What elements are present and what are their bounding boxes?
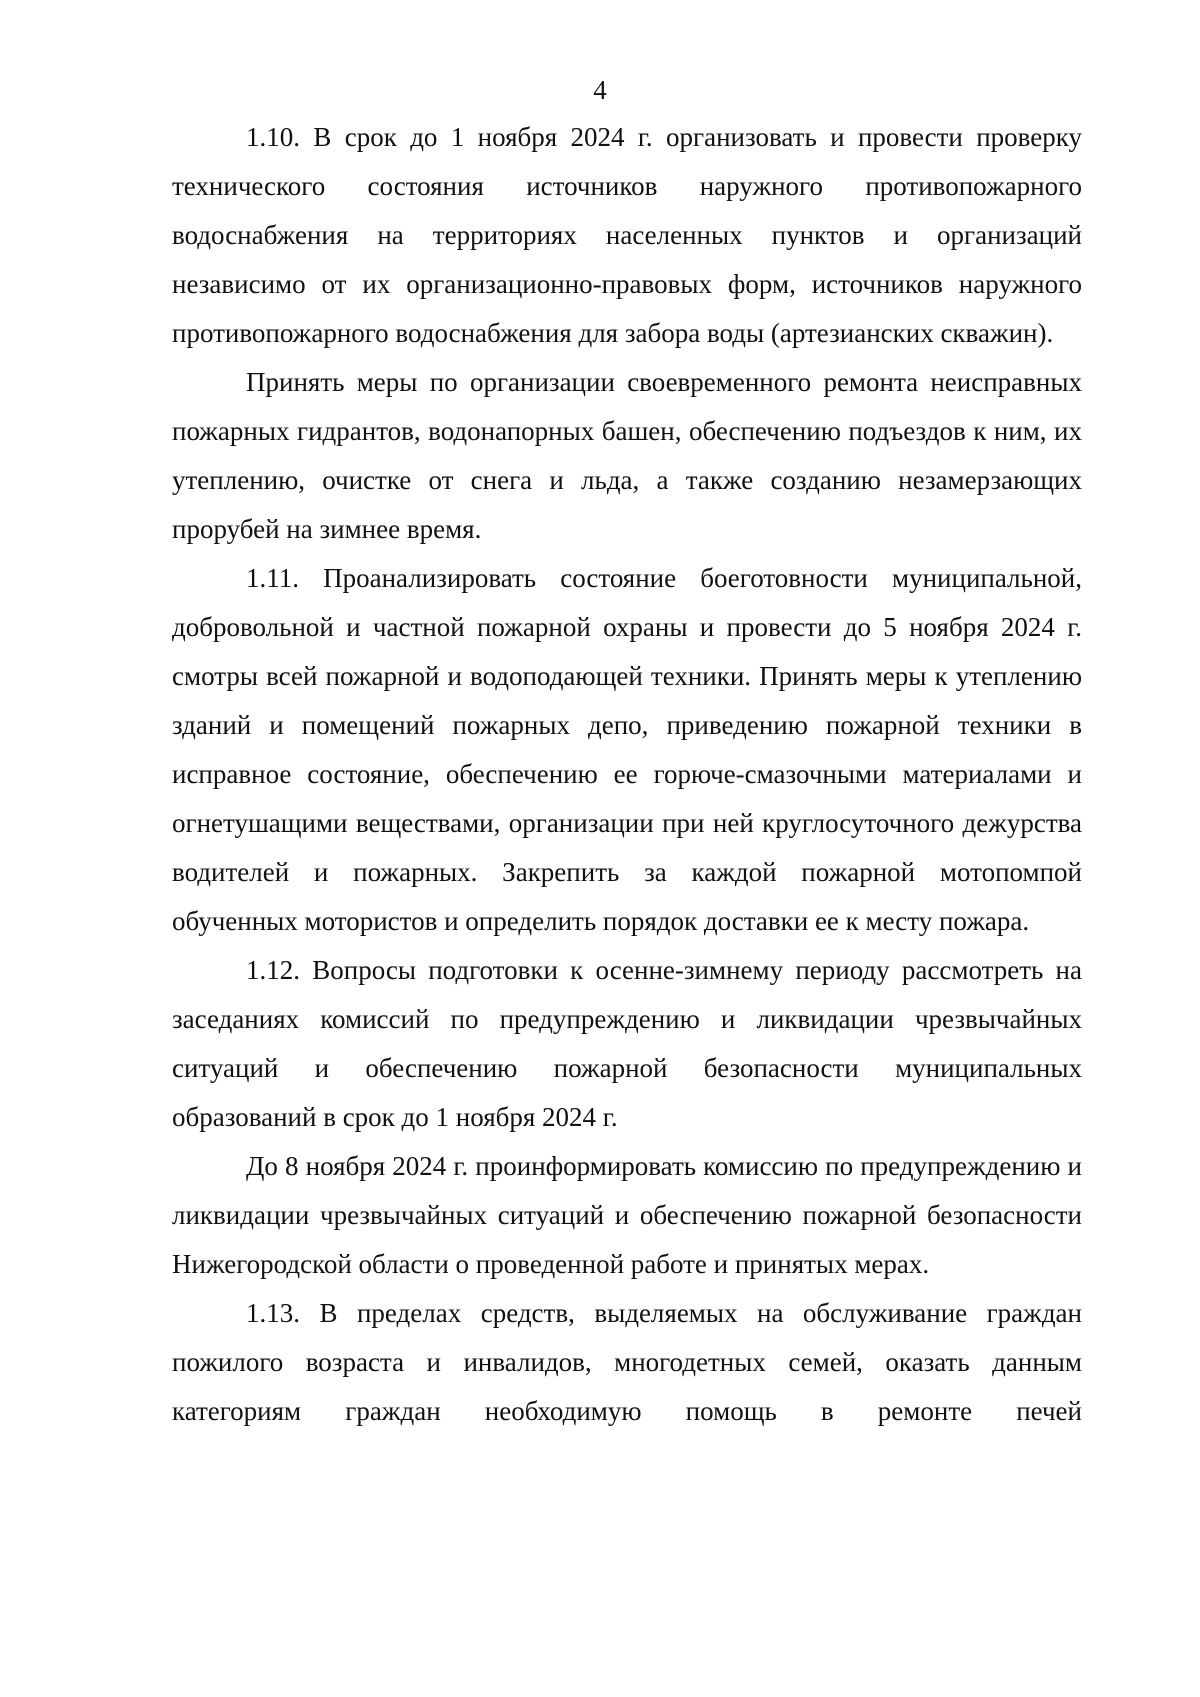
paragraph-1-10-measures: Принять меры по организации своевременного ремонта неисправных пожарных гидрантов, водонапорных башен, обеспечению подъездов к ним, их утеплению, очистке от снега и льда, а также созданию незамерзающих прорубей на зимнее время. (172, 367, 1082, 544)
paragraph-1-11: 1.11. Проанализировать состояние боеготовности муниципальной, добровольной и частной пожарной охраны и провести до 5 ноября 2024 г. смотры всей пожарной и водоподающей техники. Принять меры к утеплению зданий и помещений пожарных депо, приведению пожарной техники в исправное состояние, обеспечению ее горюче-смазочными материалами и огнетушащими веществами, организации при ней круглосуточного дежурства водителей и пожарных. Закрепить за каждой пожарной мотопомпой обученных мотористов и определить порядок доставки ее к месту пожара. (172, 563, 1082, 936)
paragraph-1-12: 1.12. Вопросы подготовки к осенне-зимнему периоду рассмотреть на заседаниях комиссий по предупреждению и ликвидации чрезвычайных ситуаций и обеспечению пожарной безопасности муниципальных образований в срок до 1 ноября 2024 г. (172, 955, 1082, 1132)
paragraph-1-13: 1.13. В пределах средств, выделяемых на обслуживание граждан пожилого возраста и инвалидов, многодетных семей, оказать данным категориям граждан необходимую помощь в ремонте печей (172, 1298, 1082, 1426)
paragraph-1-12-report: До 8 ноября 2024 г. проинформировать комиссию по предупреждению и ликвидации чрезвычайных ситуаций и обеспечению пожарной безопасности Нижегородской области о проведенной работе и принятых мерах. (172, 1151, 1082, 1279)
paragraph-1-10: 1.10. В срок до 1 ноября 2024 г. организовать и провести проверку технического состояния источников наружного противопожарного водоснабжения на территориях населенных пунктов и организаций независимо от их организационно-правовых форм, источников наружного противопожарного водоснабжения для забора воды (артезианских скважин). (172, 122, 1082, 348)
document-body (172, 113, 1082, 1436)
page-number: 4 (593, 75, 607, 105)
